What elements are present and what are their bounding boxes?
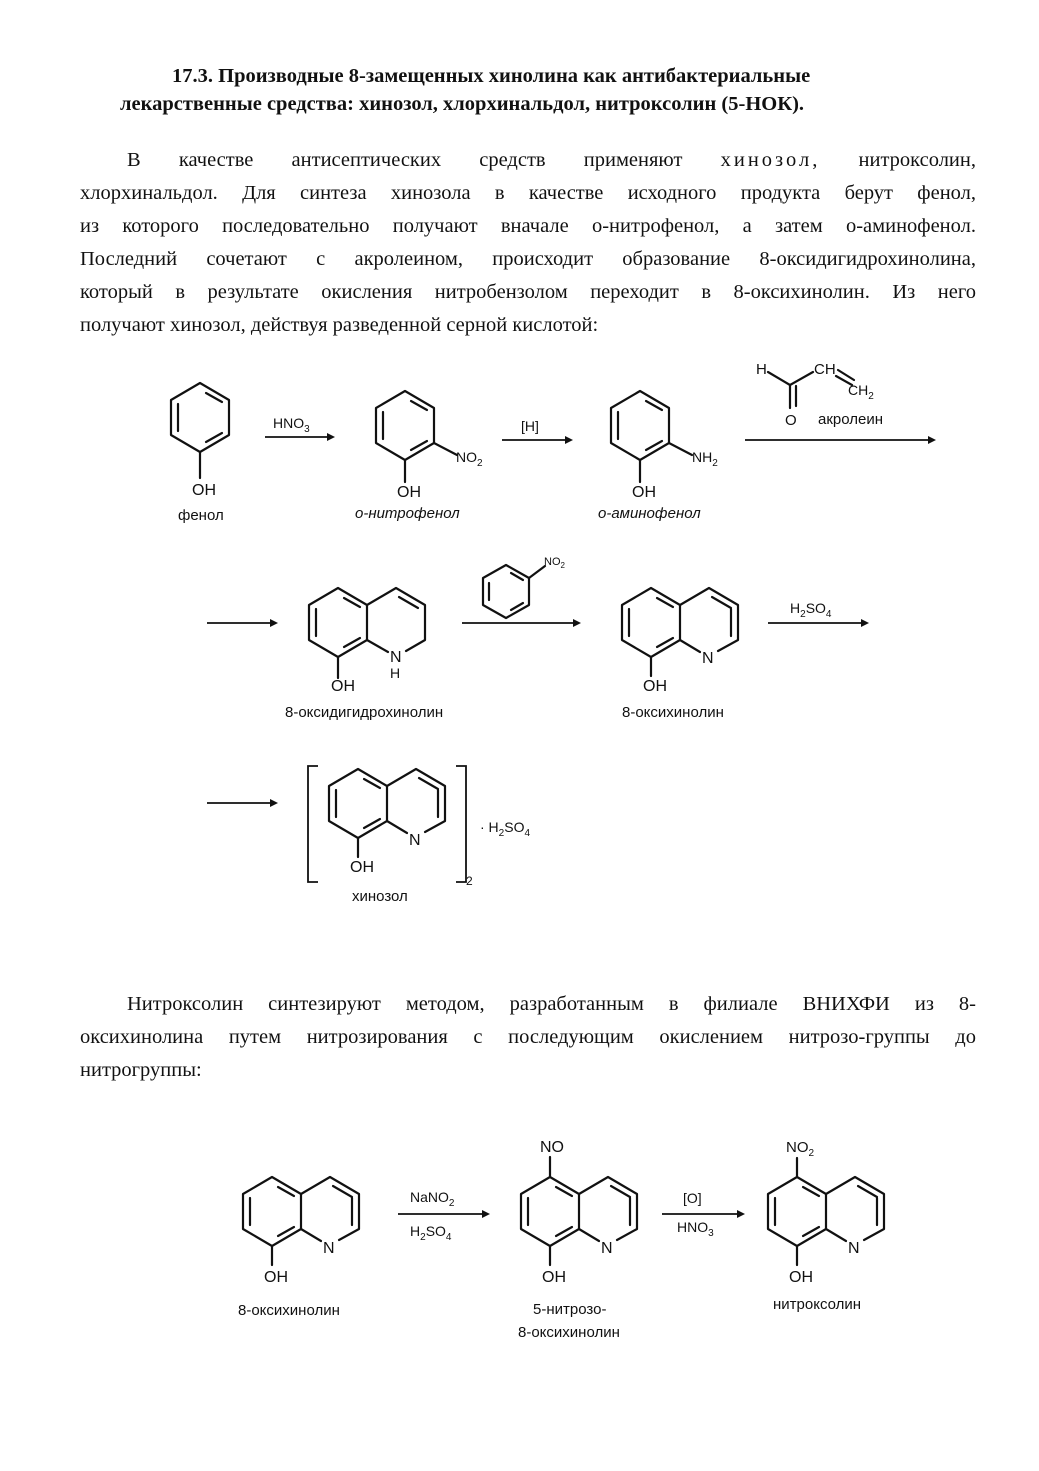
chinosol-n-label: N — [409, 832, 421, 849]
o-nitrophenol-structure — [355, 391, 483, 522]
paragraph-line: получают хинозол, действуя разведенной серной кислотой: — [80, 314, 599, 336]
paragraph-line: нитрогруппы: — [80, 1059, 202, 1081]
acrolein-o-label: O — [785, 412, 797, 429]
arrow-reagent-h2so4-2: $H_2SO_4$ — [410, 1223, 452, 1243]
chinosol-subscript: 2 — [466, 874, 473, 888]
arrow-reagent-hno3: $HNO_3$ — [273, 415, 310, 435]
start-hydroxyquinoline-structure — [238, 1177, 359, 1319]
acrolein-name: акролеин — [818, 411, 884, 428]
dihydro-oh-label: OH — [331, 678, 355, 695]
paragraph-line: из которого последовательно получают вначале о-нитрофенол, а затем о-аминофенол. — [80, 215, 976, 237]
nitroso-hydroxyquinoline-structure — [518, 1139, 637, 1341]
heading-line-2: лекарственные средства: хинозол, хлорхинальдол, нитроксолин (5-НОК). — [120, 93, 805, 115]
chinosol-oh-label: OH — [350, 859, 374, 876]
reaction-arrow-skraup — [745, 436, 936, 444]
acrolein-h-label: H — [756, 361, 767, 378]
nitroso-oh-label: OH — [542, 1269, 566, 1286]
aminophenol-oh-label: OH — [632, 484, 656, 501]
arrow-reagent-o: [O] — [683, 1190, 702, 1206]
arrow-reagent-hno3-2: $HNO_3$ — [677, 1219, 714, 1239]
product-oh-label: OH — [789, 1269, 813, 1286]
nitrophenol-no2-label: $NO_2$ — [456, 449, 483, 469]
nitroxoline-synthesis-scheme — [0, 1120, 1039, 1360]
paragraph-antiseptics — [80, 144, 976, 342]
nitrophenol-oh-label: OH — [397, 484, 421, 501]
nitroso-name-line1: 5-нитрозо- — [533, 1301, 607, 1318]
chinosol-name: хинозол — [352, 888, 408, 905]
reaction-arrow-nitration — [265, 415, 335, 441]
heading-line-1: 17.3. Производные 8-замещенных хинолина как антибактериальные — [172, 65, 811, 87]
nitroso-name-line2: 8-оксихинолин — [518, 1324, 620, 1341]
acrolein-ch2-label: $CH_2$ — [848, 382, 874, 402]
dihydroquinoline-structure — [285, 588, 443, 721]
o-aminophenol-structure — [598, 391, 718, 522]
nitrobenzene-no2-label: $NO_2$ — [544, 556, 565, 570]
acrolein-ch-label: CH — [814, 361, 836, 378]
dihydro-n-label: N — [390, 649, 402, 666]
arrow-reagent-h: [H] — [521, 418, 539, 434]
nitroso-n-label: N — [601, 1240, 613, 1257]
chinosol-structure — [308, 766, 530, 905]
arrow-reagent-h2so4: $H_2SO_4$ — [790, 600, 832, 620]
continuation-arrow-row3 — [207, 799, 278, 807]
dihydro-h-label: H — [390, 665, 401, 681]
section-heading — [0, 62, 1039, 118]
start-name: 8-оксихинолин — [238, 1302, 340, 1319]
reaction-arrow-oxidation-2 — [662, 1190, 745, 1239]
phenol-structure — [171, 383, 229, 524]
paragraph-line: В качестве антисептических средств применяют хинозол, нитроксолин, — [127, 149, 976, 171]
product-n-label: N — [848, 1240, 860, 1257]
chinosol-synthesis-scheme — [0, 350, 1039, 930]
aminophenol-nh2-label: $NH_2$ — [692, 449, 718, 469]
chinosol-salt-label: · $H_2SO_4$ — [480, 819, 531, 839]
paragraph-line: оксихинолина путем нитрозирования с последующим окислением нитрозо-группы до — [80, 1026, 976, 1048]
hydroxyquinoline-structure — [622, 588, 738, 721]
nitroso-no-label: NO — [540, 1139, 564, 1156]
phenol-oh-label: OH — [192, 482, 216, 499]
nitrobenzene-structure — [483, 556, 566, 618]
paragraph-line: хлорхинальдол. Для синтеза хинозола в качестве исходного продукта берут фенол, — [80, 182, 976, 204]
product-name: нитроксолин — [773, 1296, 862, 1313]
reaction-arrow-nitrosation — [398, 1189, 490, 1243]
continuation-arrow-row2 — [207, 619, 278, 627]
phenol-name: фенол — [178, 507, 224, 524]
start-oh-label: OH — [264, 1269, 288, 1286]
arrow-reagent-nano2: NaNO$_2$ — [410, 1189, 455, 1209]
acrolein-structure — [756, 361, 883, 429]
paragraph-line: который в результате окисления нитробензолом переходит в 8-оксихинолин. Из него — [80, 281, 976, 303]
hq-name: 8-оксихинолин — [622, 704, 724, 721]
reaction-arrow-oxidation — [462, 619, 581, 627]
reaction-arrow-salt — [768, 600, 869, 627]
product-no2-label: $NO_2$ — [786, 1139, 815, 1159]
paragraph-nitroxoline — [80, 988, 976, 1087]
aminophenol-name: о-аминофенол — [598, 505, 701, 522]
nitrophenol-name: о-нитрофенол — [355, 505, 460, 522]
nitroxoline-structure — [768, 1139, 884, 1313]
reaction-arrow-reduction — [502, 418, 573, 444]
hq-n-label: N — [702, 650, 714, 667]
paragraph-line: Последний сочетают с акролеином, происходит образование 8-оксидигидрохинолина, — [80, 248, 976, 270]
dihydro-name: 8-оксидигидрохинолин — [285, 704, 444, 721]
start-n-label: N — [323, 1240, 335, 1257]
paragraph-line: Нитроксолин синтезируют методом, разработанным в филиале ВНИХФИ из 8- — [127, 993, 976, 1015]
hq-oh-label: OH — [643, 678, 667, 695]
